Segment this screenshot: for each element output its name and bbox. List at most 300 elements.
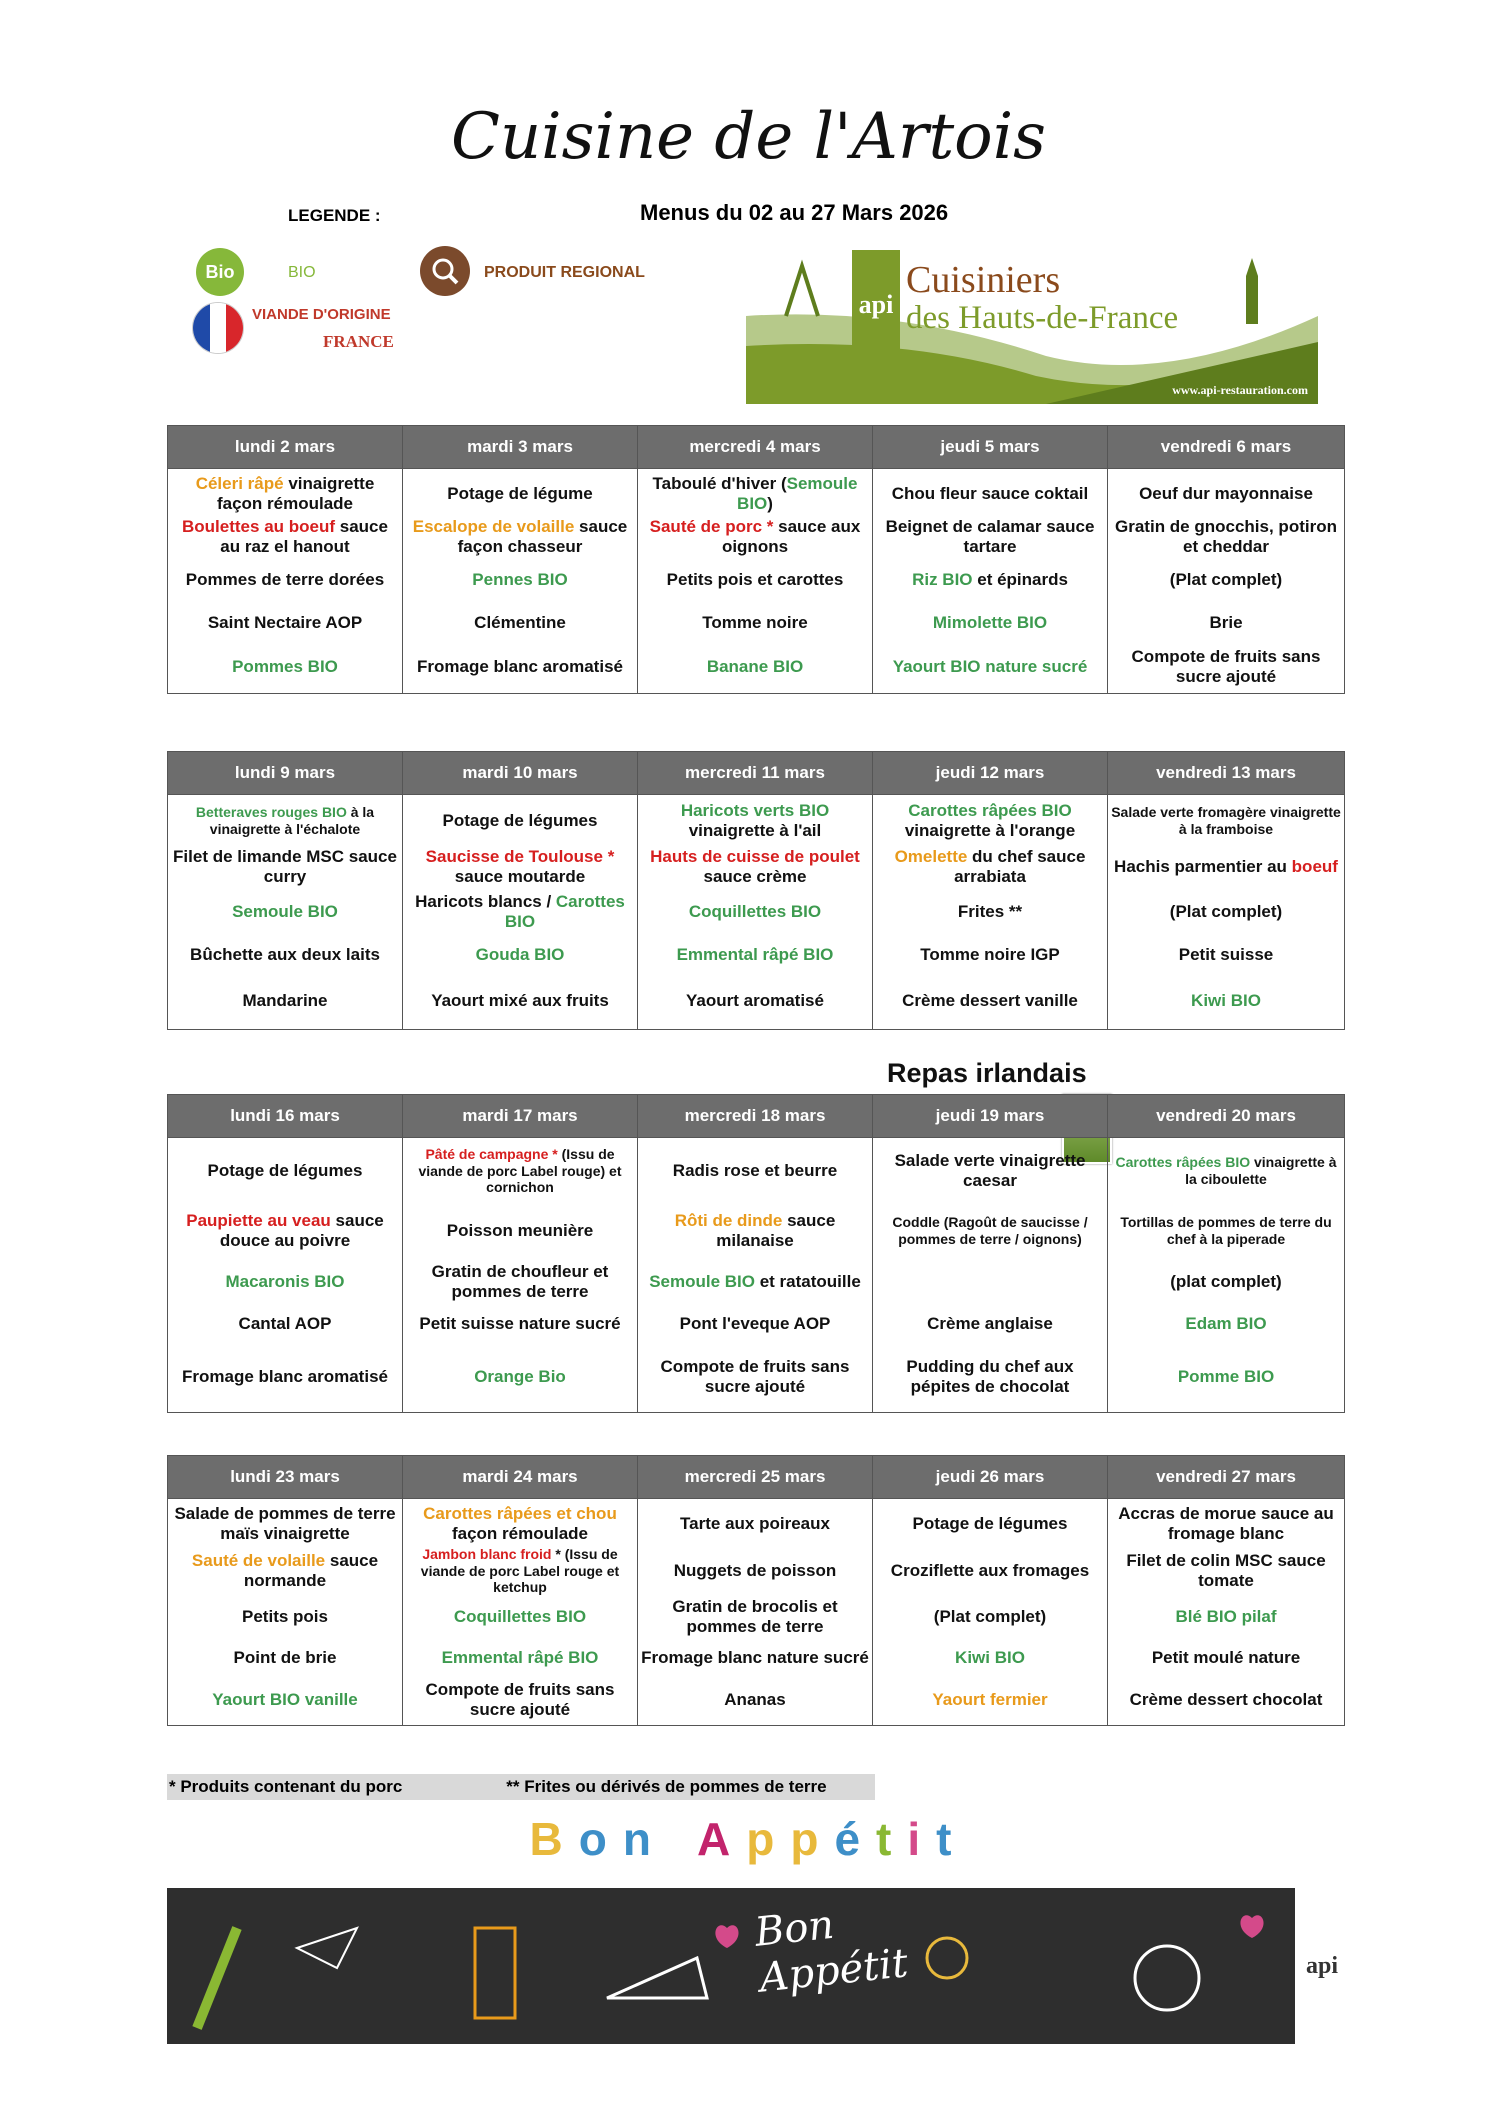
menu-dish — [406, 1302, 634, 1346]
dish-text-wrap — [1111, 804, 1341, 838]
dish-text: Fromage blanc aromatisé — [182, 1366, 388, 1386]
dish-text: Nuggets de poisson — [673, 1560, 837, 1580]
dish-text-wrap — [892, 484, 1089, 504]
menu-dish — [1111, 1545, 1341, 1597]
dish-text: Croziflette aux fromages — [890, 1560, 1090, 1580]
dish-text: Kiwi BIO — [955, 1647, 1025, 1667]
dish-text: Paupiette au veau — [186, 1210, 331, 1230]
dish-text: Semoule BIO — [649, 1271, 755, 1291]
menu-dish — [171, 1637, 399, 1679]
dish-text-wrap — [447, 484, 592, 504]
dish-text-wrap — [171, 1211, 399, 1252]
day-menu-cell — [168, 469, 403, 694]
day-menu-cell — [638, 469, 873, 694]
menu-dish — [171, 1346, 399, 1408]
menu-dish — [1111, 977, 1341, 1025]
dish-text: (plat complet) — [1170, 1271, 1282, 1291]
menu-dish — [171, 1597, 399, 1637]
menu-dish — [171, 891, 399, 933]
dish-text: Gratin de choufleur et pommes de terre — [431, 1261, 609, 1301]
menu-dish — [641, 645, 869, 689]
day-header: jeudi 19 mars — [873, 1095, 1108, 1138]
dish-text: (Plat complet) — [933, 1606, 1047, 1626]
dish-text-wrap — [1178, 1367, 1274, 1387]
menu-dish — [406, 473, 634, 515]
day-menu-cell — [873, 469, 1108, 694]
day-header: mardi 10 mars — [403, 752, 638, 795]
menu-dish — [641, 1597, 869, 1637]
dish-text: sauce milanaise — [716, 1210, 836, 1250]
dish-text: Tomme noire — [702, 612, 808, 632]
dish-text-wrap — [876, 801, 1104, 842]
menu-dish — [876, 1142, 1104, 1200]
logo-line1: Cuisiniers — [906, 259, 1061, 301]
menu-dish — [406, 645, 634, 689]
dish-text: vinaigrette façon rémoulade — [216, 473, 375, 513]
menu-dish — [406, 843, 634, 891]
week-table-3 — [167, 1094, 1345, 1413]
dish-text-wrap — [443, 811, 598, 831]
dish-text: à la vinaigrette à l'échalote — [209, 804, 375, 837]
dish-text-wrap — [1111, 647, 1341, 688]
menu-dish — [171, 601, 399, 645]
day-header: jeudi 12 mars — [873, 752, 1108, 795]
dish-text: Fromage blanc nature sucré — [641, 1647, 869, 1667]
day-menu-cell — [1108, 1138, 1345, 1413]
dish-text-wrap — [1170, 1272, 1281, 1292]
dish-text: Coddle (Ragoût de saucisse / pommes de terre / oignons) — [892, 1214, 1088, 1247]
menu-dish — [876, 1346, 1104, 1408]
dish-text: Oeuf dur mayonnaise — [1139, 483, 1313, 503]
dish-text-wrap — [641, 1597, 869, 1638]
day-header: vendredi 20 mars — [1108, 1095, 1345, 1138]
dish-text-wrap — [476, 945, 565, 965]
dish-text: Salade de pommes de terre maïs vinaigrette — [174, 1503, 396, 1543]
dish-text-wrap — [208, 1161, 363, 1181]
dish-text: Carottes BIO — [504, 891, 625, 931]
dish-text: vinaigrette à l'ail — [688, 821, 822, 840]
dish-text-wrap — [1111, 1214, 1341, 1248]
dish-text-wrap — [686, 991, 824, 1011]
legend-viande-line2: FRANCE — [323, 332, 394, 351]
bon-appetit-letter: t — [876, 1813, 908, 1865]
menu-dish — [876, 559, 1104, 601]
dish-text: boeuf — [1291, 856, 1338, 876]
bon-appetit-letter: i — [907, 1813, 937, 1865]
footnote-frites: ** Frites ou dérivés de pommes de terre — [506, 1777, 827, 1796]
dish-text: Hachis parmentier au — [1114, 856, 1292, 876]
dish-text: Potage de légumes — [207, 1160, 363, 1180]
dish-text: Yaourt fermier — [932, 1689, 1048, 1709]
dish-text: Emmental râpé BIO — [676, 944, 834, 964]
day-menu-cell — [403, 1499, 638, 1726]
menu-dish — [171, 977, 399, 1025]
dish-text-wrap — [958, 902, 1022, 922]
legend-bio: BIO — [288, 264, 316, 281]
banner-line1: Bon — [752, 1901, 837, 1956]
bio-label-icon: Bio — [196, 248, 244, 296]
bon-appetit-letter: t — [936, 1813, 968, 1865]
dish-text-wrap — [242, 991, 327, 1011]
menu-dish — [641, 977, 869, 1025]
dish-text: Sauté de volaille — [191, 1550, 326, 1570]
dish-text: Poisson meunière — [446, 1220, 594, 1240]
dish-text-wrap — [1111, 1154, 1341, 1188]
dish-text: Potage de légume — [447, 483, 593, 503]
dish-text: Blé BIO pilaf — [1175, 1606, 1277, 1626]
dish-text: Beignet de calamar sauce tartare — [885, 516, 1095, 556]
dish-text-wrap — [680, 1514, 830, 1534]
menu-dish — [641, 1262, 869, 1302]
menu-dish — [876, 1597, 1104, 1637]
menu-dish — [406, 601, 634, 645]
menu-dish — [171, 1503, 399, 1545]
dish-text: et épinards — [972, 569, 1068, 589]
api-badge: api — [852, 250, 900, 360]
dish-text-wrap — [225, 1272, 344, 1292]
dish-text: (Plat complet) — [1169, 569, 1283, 589]
menu-dish — [406, 515, 634, 559]
dish-text: Yaourt BIO vanille — [212, 1689, 358, 1709]
menu-dish — [171, 515, 399, 559]
menu-dish — [1111, 891, 1341, 933]
dish-text: Gratin de brocolis et pommes de terre — [672, 1596, 838, 1636]
dish-text: Coquillettes BIO — [688, 901, 822, 921]
menu-dish — [641, 1503, 869, 1545]
dish-text-wrap — [641, 517, 869, 558]
dish-text-wrap — [1179, 945, 1274, 965]
dish-text-wrap — [876, 847, 1104, 888]
legend-viande-line1: VIANDE D'ORIGINE — [252, 306, 391, 323]
dish-text: sauce au raz el hanout — [220, 516, 388, 556]
day-menu-cell — [1108, 1499, 1345, 1726]
dish-text-wrap — [406, 1146, 634, 1196]
logo-url: www.api-restauration.com — [1172, 383, 1308, 397]
menu-dish — [171, 1200, 399, 1262]
dish-text: Salade verte vinaigrette caesar — [894, 1150, 1086, 1190]
dish-text-wrap — [876, 1151, 1104, 1192]
dish-text: sauce façon chasseur — [457, 516, 628, 556]
dish-text-wrap — [689, 902, 821, 922]
france-flag-icon — [192, 302, 244, 354]
menu-dish — [171, 1142, 399, 1200]
dish-text: Filet de colin MSC sauce tomate — [1126, 1550, 1326, 1590]
bon-appetit-letter: A — [696, 1813, 747, 1865]
week-table-1 — [167, 425, 1345, 694]
dish-text: Coquillettes BIO — [453, 1606, 587, 1626]
dish-text: sauce aux oignons — [721, 516, 861, 556]
dish-text-wrap — [171, 804, 399, 838]
dish-text: Carottes râpées BIO — [908, 800, 1072, 820]
dish-text: Cantal AOP — [238, 1313, 332, 1333]
day-header: mardi 17 mars — [403, 1095, 638, 1138]
dish-text-wrap — [932, 1690, 1047, 1710]
menu-dish — [641, 1637, 869, 1679]
day-header: vendredi 27 mars — [1108, 1456, 1345, 1499]
menu-dish — [876, 1679, 1104, 1721]
menu-dish — [876, 515, 1104, 559]
dish-text-wrap — [406, 1262, 634, 1303]
dish-text-wrap — [442, 1648, 599, 1668]
dish-text-wrap — [1139, 484, 1313, 504]
dish-text: Crème dessert vanille — [902, 990, 1078, 1010]
week-table-2 — [167, 751, 1345, 1030]
menu-dish — [876, 977, 1104, 1025]
dish-text-wrap — [232, 902, 338, 922]
dish-text: Rôti de dinde — [674, 1210, 783, 1230]
day-header: jeudi 26 mars — [873, 1456, 1108, 1499]
dish-text-wrap — [1170, 902, 1282, 922]
dish-text: Semoule BIO — [232, 901, 338, 921]
menu-dish — [406, 1142, 634, 1200]
dish-text-wrap — [641, 801, 869, 842]
menu-dish — [1111, 843, 1341, 891]
menu-dish — [406, 799, 634, 843]
dish-text-wrap — [912, 570, 1068, 590]
dish-text-wrap — [955, 1648, 1025, 1668]
dish-text: Céleri râpé — [195, 473, 284, 493]
banner-bon-appetit-text — [753, 1894, 911, 2001]
dish-text: Pudding du chef aux pépites de chocolat — [906, 1356, 1074, 1396]
menu-dish — [641, 799, 869, 843]
dish-text-wrap — [234, 1648, 337, 1668]
day-header: lundi 9 mars — [168, 752, 403, 795]
day-header: mardi 24 mars — [403, 1456, 638, 1499]
dish-text-wrap — [1209, 613, 1242, 633]
dish-text-wrap — [431, 991, 609, 1011]
dish-text-wrap — [232, 657, 338, 677]
dish-text-wrap — [891, 1561, 1089, 1581]
dish-text-wrap — [406, 1546, 634, 1596]
dish-text: Banane BIO — [706, 656, 804, 676]
menu-dish — [876, 933, 1104, 977]
menu-dish — [1111, 1346, 1341, 1408]
day-header: lundi 23 mars — [168, 1456, 403, 1499]
menu-dish — [1111, 473, 1341, 515]
dish-text: Pâté de campagne * — [425, 1145, 558, 1162]
dish-text: Haricots blancs / — [415, 891, 556, 911]
menu-dish — [641, 843, 869, 891]
dish-text: Pont l'eveque AOP — [679, 1313, 831, 1333]
dish-text-wrap — [1152, 1648, 1300, 1668]
menu-dish — [1111, 1679, 1341, 1721]
day-header: mardi 3 mars — [403, 426, 638, 469]
day-menu-cell — [638, 1138, 873, 1413]
dish-text: Hauts de cuisse de poulet — [650, 846, 860, 866]
menu-dish — [641, 473, 869, 515]
dish-text: Pomme BIO — [1177, 1366, 1275, 1386]
day-header: mercredi 11 mars — [638, 752, 873, 795]
dish-text-wrap — [242, 1607, 328, 1627]
day-menu-cell — [168, 1499, 403, 1726]
menu-dish — [1111, 601, 1341, 645]
menu-dish — [876, 799, 1104, 843]
dish-text: Escalope de volaille — [412, 516, 575, 536]
dish-text: Accras de morue sauce au fromage blanc — [1118, 1503, 1334, 1543]
menu-dish — [1111, 515, 1341, 559]
menu-dish — [876, 891, 1104, 933]
dish-text: Boulettes au boeuf — [182, 516, 336, 536]
dish-text-wrap — [876, 517, 1104, 558]
menu-dish — [876, 1503, 1104, 1545]
dish-text-wrap — [406, 1680, 634, 1721]
dish-text: Potage de légumes — [442, 810, 598, 830]
dish-text-wrap — [641, 1211, 869, 1252]
dish-text: Kiwi BIO — [1191, 990, 1261, 1010]
dish-text-wrap — [171, 847, 399, 888]
menu-dish — [1111, 1302, 1341, 1346]
dish-text: Petits pois et carottes — [666, 569, 844, 589]
menu-dish — [1111, 1503, 1341, 1545]
day-menu-cell — [873, 1138, 1108, 1413]
dish-text: * (Issu de viande de porc Label rouge et ketchup — [420, 1545, 620, 1596]
dish-text: et ratatouille — [755, 1271, 861, 1291]
day-menu-cell — [873, 1499, 1108, 1726]
dish-text-wrap — [417, 657, 623, 677]
dish-text: Yaourt mixé aux fruits — [431, 990, 609, 1010]
menu-dish — [171, 843, 399, 891]
dish-text: Carottes râpées et chou — [423, 1503, 617, 1523]
dish-text: sauce moutarde — [454, 867, 586, 886]
day-header: lundi 2 mars — [168, 426, 403, 469]
dish-text-wrap — [702, 613, 807, 633]
menu-dish — [641, 933, 869, 977]
dish-text-wrap — [667, 570, 844, 590]
dish-text-wrap — [406, 1504, 634, 1545]
menu-dish — [171, 799, 399, 843]
dish-text: Brie — [1209, 612, 1243, 632]
menu-dish — [1111, 933, 1341, 977]
menu-dish — [171, 1262, 399, 1302]
dish-text: Salade verte fromagère vinaigrette à la framboise — [1111, 804, 1341, 837]
menu-dish — [876, 645, 1104, 689]
menu-dish — [1111, 1200, 1341, 1262]
menu-dish — [406, 1679, 634, 1721]
menu-period-title: Menus du 02 au 27 Mars 2026 — [640, 200, 949, 225]
dish-text-wrap — [707, 657, 803, 677]
menu-dish — [406, 1262, 634, 1302]
dish-text-wrap — [641, 847, 869, 888]
dish-text-wrap — [1170, 570, 1282, 590]
dish-text: Yaourt BIO nature sucré — [892, 656, 1088, 676]
menu-dish — [406, 1597, 634, 1637]
dish-text-wrap — [893, 657, 1088, 677]
dish-text: Clémentine — [474, 612, 566, 632]
menu-dish — [876, 1200, 1104, 1262]
dish-text: Omelette — [894, 846, 968, 866]
dish-text: Gratin de gnocchis, potiron et cheddar — [1115, 516, 1337, 556]
regional-product-icon — [420, 246, 470, 296]
dish-text-wrap — [419, 1314, 620, 1334]
dish-text: Edam BIO — [1185, 1313, 1267, 1333]
menu-dish — [406, 1637, 634, 1679]
dish-text-wrap — [876, 1357, 1104, 1398]
dish-text: Crème anglaise — [927, 1313, 1053, 1333]
bon-appetit-letter: n — [622, 1813, 667, 1865]
day-menu-cell — [1108, 795, 1345, 1030]
menu-dish — [406, 1503, 634, 1545]
dish-text: Frites ** — [957, 901, 1023, 921]
dish-text: Crème dessert chocolat — [1129, 1689, 1323, 1709]
dish-text: Haricots verts BIO — [680, 800, 830, 820]
dish-text: Point de brie — [233, 1647, 337, 1667]
dish-text: Emmental râpé BIO — [441, 1647, 599, 1667]
dish-text: Mimolette BIO — [932, 612, 1048, 632]
dish-text-wrap — [171, 474, 399, 515]
day-header: mercredi 4 mars — [638, 426, 873, 469]
dish-text: Tortillas de pommes de terre du chef à la piperade — [1120, 1214, 1332, 1247]
bon-appetit-letter: o — [578, 1813, 623, 1865]
legend-label: LEGENDE : — [288, 206, 381, 225]
dish-text-wrap — [641, 474, 869, 515]
bon-appetit-letter: é — [834, 1813, 877, 1865]
dish-text-wrap — [1114, 857, 1338, 877]
menu-dish — [641, 1679, 869, 1721]
menu-dish — [876, 473, 1104, 515]
menu-dish — [171, 559, 399, 601]
banner-api-logo: api — [1295, 1888, 1349, 2044]
dish-text: Saint Nectaire AOP — [207, 612, 363, 632]
dish-text-wrap — [190, 945, 380, 965]
day-menu-cell — [1108, 469, 1345, 694]
footnotes — [167, 1774, 875, 1800]
api-logo — [746, 246, 1318, 404]
dish-text: Ananas — [724, 1689, 786, 1709]
dish-text: Carottes râpées BIO — [1115, 1154, 1251, 1171]
dish-text-wrap — [876, 1214, 1104, 1248]
dish-text-wrap — [447, 1221, 593, 1241]
dish-text-wrap — [1111, 517, 1341, 558]
banner-line2: Appétit — [757, 1940, 911, 2002]
dish-text: Chou fleur sauce coktail — [891, 483, 1089, 503]
dish-text-wrap — [171, 1504, 399, 1545]
day-header: mercredi 18 mars — [638, 1095, 873, 1138]
day-header: vendredi 6 mars — [1108, 426, 1345, 469]
dish-text-wrap — [406, 892, 634, 933]
dish-text-wrap — [474, 1367, 566, 1387]
dish-text-wrap — [933, 613, 1047, 633]
menu-dish — [876, 1545, 1104, 1597]
bon-appetit-letter: p — [746, 1813, 791, 1865]
menu-dish — [171, 1545, 399, 1597]
footnote-porc: * Produits contenant du porc — [169, 1777, 403, 1796]
dish-text: Sauté de porc * — [649, 516, 774, 536]
dish-text-wrap — [724, 1690, 785, 1710]
day-menu-cell — [168, 795, 403, 1030]
page-title: Cuisine de l'Artois — [450, 100, 1047, 174]
dish-text-wrap — [674, 1561, 836, 1581]
dish-text: Betteraves rouges BIO — [195, 804, 347, 821]
menu-dish — [641, 1545, 869, 1597]
dish-text-wrap — [406, 847, 634, 888]
dish-text: Petits pois — [242, 1606, 328, 1626]
menu-dish — [641, 1346, 869, 1408]
bon-appetit-letter: B — [529, 1813, 579, 1865]
dish-text-wrap — [171, 1551, 399, 1592]
day-menu-cell — [403, 469, 638, 694]
dish-text: sauce crème — [703, 867, 807, 886]
repas-irlandais-label: Repas irlandais — [887, 1058, 1087, 1088]
dish-text: Compote de fruits sans sucre ajouté — [660, 1356, 850, 1396]
dish-text-wrap — [913, 1514, 1068, 1534]
dish-text-wrap — [472, 570, 567, 590]
dish-text-wrap — [406, 517, 634, 558]
menu-dish — [876, 601, 1104, 645]
day-menu-cell — [403, 795, 638, 1030]
dish-text: (Issu de viande de porc Label rouge) et cornichon — [418, 1145, 622, 1196]
dish-text: façon rémoulade — [451, 1524, 589, 1543]
menu-dish — [641, 1142, 869, 1200]
